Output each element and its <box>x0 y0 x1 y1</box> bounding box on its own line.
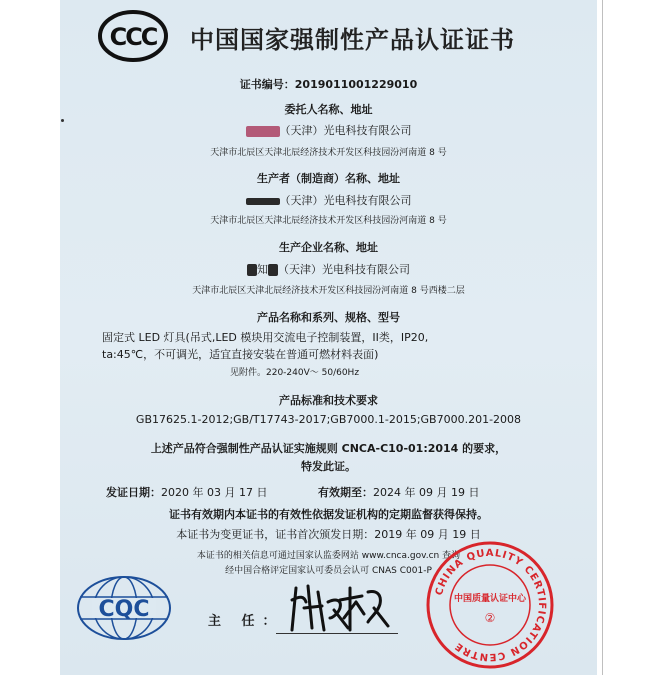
change-note: 本证书为变更证书，证书首次颁发日期：2019 年 09 月 19 日 <box>176 528 481 541</box>
issue-date <box>106 484 267 500</box>
conformity-line-1: 上述产品符合强制性产品认证实施规则 CNCA-C10-01:2014 的要求， <box>150 442 507 455</box>
applicant-name-row <box>60 122 597 138</box>
redacted-block <box>246 198 280 205</box>
applicant-heading: 委托人名称、地址 <box>284 103 373 116</box>
expiry-date-value: 2024 年 09 月 19 日 <box>373 486 480 499</box>
seal-number: ② <box>484 611 496 625</box>
factory-name-prefix: 知 <box>257 263 268 276</box>
product-heading: 产品名称和系列、规格、型号 <box>257 311 400 324</box>
ccc-logo-text: CCC <box>109 23 157 51</box>
product-line-2: ta:45℃，不可调光，适宜直接安装在普通可燃材料表面) <box>102 348 379 361</box>
factory-heading: 生产企业名称、地址 <box>279 241 378 254</box>
factory-name: （天津）光电科技有限公司 <box>278 263 410 276</box>
redacted-block <box>246 126 280 137</box>
cqc-logo-text: CQC <box>98 597 150 622</box>
director-label: 主 任： <box>208 614 284 629</box>
certificate-number: 证书编号：2019011001229010 <box>239 78 418 91</box>
seal-ring-text: CHINA QUALITY CERTIFICATION CENTRE <box>433 547 548 663</box>
signature-line <box>276 633 398 634</box>
expiry-date <box>318 484 479 500</box>
issue-date-label: 发证日期： <box>106 486 161 499</box>
certificate-title: 中国国家强制性产品认证证书 <box>190 26 515 54</box>
cqc-logo <box>74 573 174 643</box>
redacted-block <box>247 264 257 276</box>
certificate-sheet <box>60 0 597 675</box>
seal-center-text: 中国质量认证中心 <box>453 594 527 604</box>
page-edge-divider <box>602 0 603 675</box>
factory-address: 天津市北辰区天津北辰经济技术开发区科技园汾河南道 8 号西楼二层 <box>192 286 465 296</box>
product-line-3: 见附件。220-240V～ 50/60Hz <box>230 368 360 378</box>
stray-dot <box>61 119 64 122</box>
director-signature <box>278 578 398 638</box>
standards-heading: 产品标准和技术要求 <box>279 394 378 407</box>
applicant-name: （天津）光电科技有限公司 <box>279 124 412 137</box>
issue-date-value: 2020 年 03 月 17 日 <box>161 486 268 499</box>
conformity-line-2: 特发此证。 <box>301 460 356 473</box>
manufacturer-heading: 生产者（制造商）名称、地址 <box>257 172 400 185</box>
applicant-address: 天津市北辰区天津北辰经济技术开发区科技园汾河南道 8 号 <box>210 148 447 158</box>
ccc-logo <box>98 10 168 62</box>
accreditation-note: 经中国合格评定国家认可委员会认可 CNAS C001-P <box>225 566 432 576</box>
product-line-1: 固定式 LED 灯具(吊式,LED 模块用交流电子控制装置，II类，IP20, <box>102 331 429 344</box>
manufacturer-address: 天津市北辰区天津北辰经济技术开发区科技园汾河南道 8 号 <box>210 216 447 226</box>
manufacturer-name-row <box>60 192 597 208</box>
manufacturer-name: （天津）光电科技有限公司 <box>279 194 412 207</box>
redacted-block <box>268 264 278 276</box>
factory-name-row <box>60 261 597 277</box>
website-note: 本证书的相关信息可通过国家认监委网站 www.cnca.gov.cn 查询 <box>196 551 461 561</box>
validity-note: 证书有效期内本证书的有效性依据发证机构的定期监督获得保持。 <box>169 508 488 521</box>
ccc-certification-seal <box>425 540 555 670</box>
expiry-date-label: 有效期至： <box>318 486 373 499</box>
standards-text: GB17625.1-2012;GB/T17743-2017;GB7000.1-2015;GB7000.201-2008 <box>135 413 522 426</box>
